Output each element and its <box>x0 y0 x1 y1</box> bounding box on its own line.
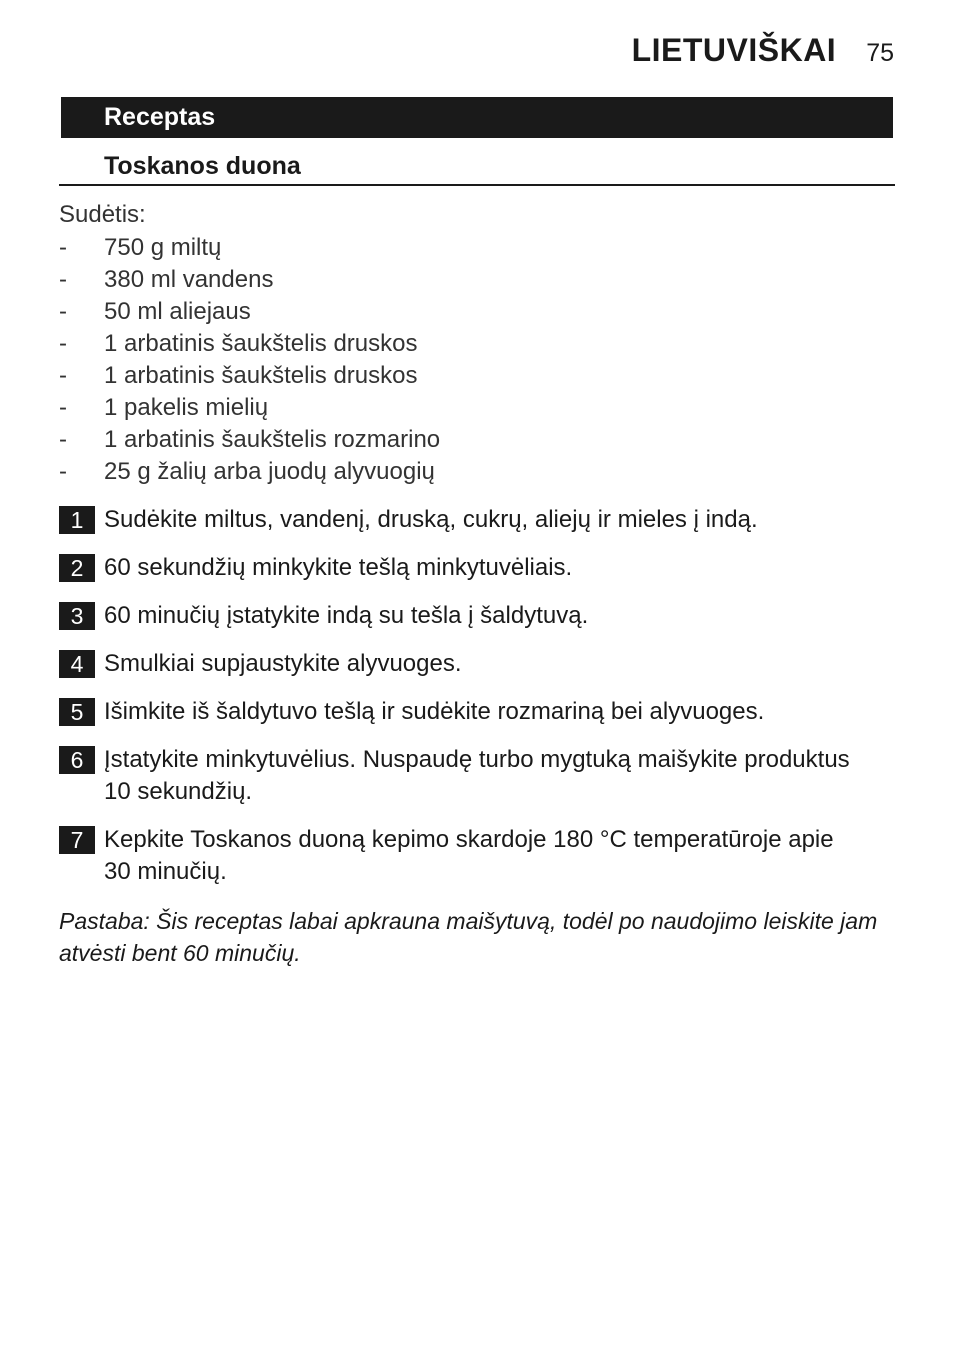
ingredient-text: 25 g žalių arba juodų alyvuogių <box>104 458 435 485</box>
step-item <box>59 744 899 808</box>
note-text: Pastaba: Šis receptas labai apkrauna maišytuvą, todėl po naudojimo leiskite jam atvėsti bent 60 minučių. <box>59 908 878 966</box>
section-title: Receptas <box>104 103 216 131</box>
ingredient-text: 1 arbatinis šaukštelis druskos <box>104 362 418 389</box>
list-dash: - <box>59 266 67 293</box>
ingredient-item <box>59 360 440 392</box>
ingredient-item <box>59 296 440 328</box>
ingredients-list <box>59 232 440 488</box>
step-item <box>59 552 899 584</box>
step-text: Smulkiai supjaustykite alyvuoges. <box>104 650 462 677</box>
ingredient-item <box>59 232 440 264</box>
language-title: LIETUVIŠKAI <box>631 32 837 68</box>
list-dash: - <box>59 426 67 453</box>
ingredient-text: 1 arbatinis šaukštelis rozmarino <box>104 426 441 453</box>
step-number-badge: 3 <box>59 602 95 630</box>
step-text: 60 minučių įstatykite indą su tešla į šaldytuvą. <box>104 602 589 629</box>
step-number-badge: 2 <box>59 554 95 582</box>
step-item <box>59 600 899 632</box>
list-dash: - <box>59 298 67 325</box>
list-dash: - <box>59 362 67 389</box>
step-item <box>59 824 899 888</box>
step-number-badge: 4 <box>59 650 95 678</box>
ingredient-text: 1 arbatinis šaukštelis druskos <box>104 330 418 357</box>
ingredient-text: 1 pakelis mielių <box>104 394 269 421</box>
ingredient-text: 750 g miltų <box>104 234 222 261</box>
steps-list <box>59 504 899 904</box>
ingredient-item <box>59 264 440 296</box>
step-text: Sudėkite miltus, vandenį, druską, cukrų, aliejų ir mieles į indą. <box>104 506 758 533</box>
step-number-badge: 7 <box>59 826 95 854</box>
ingredient-item <box>59 456 440 488</box>
section-header-bar <box>61 97 893 138</box>
list-dash: - <box>59 330 67 357</box>
list-dash: - <box>59 234 67 261</box>
step-number-badge: 5 <box>59 698 95 726</box>
step-text: Išimkite iš šaldytuvo tešlą ir sudėkite rozmariną bei alyvuoges. <box>104 698 765 725</box>
step-item <box>59 504 899 536</box>
step-item <box>59 648 899 680</box>
recipe-title: Toskanos duona <box>104 152 301 180</box>
step-number-badge: 6 <box>59 746 95 774</box>
step-text: Įstatykite minkytuvėlius. Nuspaudę turbo mygtuką maišykite produktus 10 sekundžių. <box>104 746 850 805</box>
step-item <box>59 696 899 728</box>
ingredient-text: 50 ml aliejaus <box>104 298 251 325</box>
page-header <box>632 32 894 69</box>
list-dash: - <box>59 394 67 421</box>
page-number: 75 <box>866 39 894 67</box>
step-text: Kepkite Toskanos duoną kepimo skardoje 180 °C temperatūroje apie 30 minučių. <box>104 826 834 885</box>
ingredient-text: 380 ml vandens <box>104 266 274 293</box>
ingredient-item <box>59 328 440 360</box>
ingredient-item <box>59 392 440 424</box>
step-text: 60 sekundžių minkykite tešlą minkytuvėliais. <box>104 554 573 581</box>
divider <box>59 184 895 186</box>
step-number-badge: 1 <box>59 506 95 534</box>
list-dash: - <box>59 458 67 485</box>
ingredients-label: Sudėtis: <box>59 201 146 228</box>
ingredient-item <box>59 424 440 456</box>
